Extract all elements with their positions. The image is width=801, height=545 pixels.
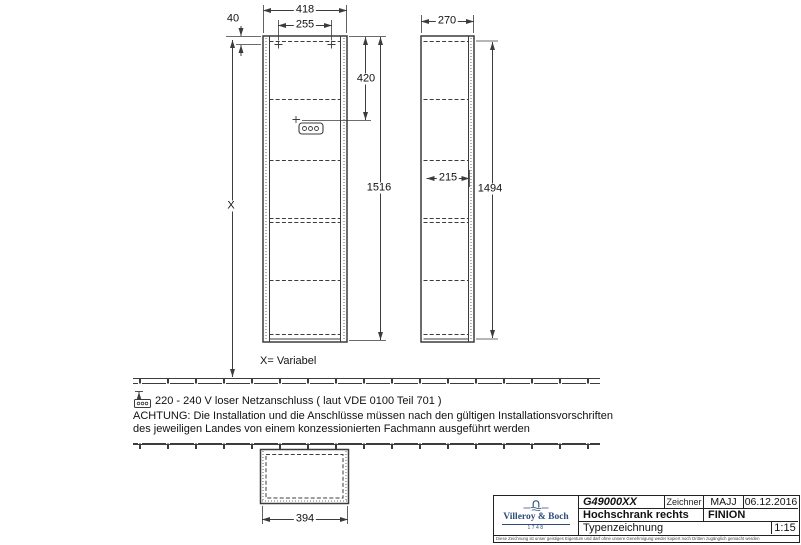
brand-year: 1748 [527,524,545,531]
product-name: Hochschrank rechts [579,509,703,522]
drawing-date: 06.12.2016 [744,496,798,508]
dim-label-fixing-width: 255 [295,18,315,31]
article-number: G49000XX [579,496,664,509]
side-shelf-lines [424,42,469,335]
title-block-disclaimer: Diese Zeichnung ist unser geistiges Eigentum und darf ohne unsere Genehmigung weder kopiert noch Dritten zugänglich gemacht werden [493,536,800,543]
drawer-initials: MAJJ [703,496,743,509]
dim-label-total-height: 1516 [366,181,392,194]
title-block [493,495,800,536]
side-view-cabinet [421,36,474,342]
series-name: FINION [703,509,798,522]
power-plug-icon [135,392,151,408]
plan-view-cabinet [261,450,349,504]
floor-hatch-line-upper [133,378,600,384]
villeroy-boch-crest-icon [523,499,549,513]
drawing-type: Typenzeichnung [583,522,664,534]
dim-label-front-width: 418 [295,3,315,16]
power-note: 220 - 240 V loser Netzanschluss ( laut VDE 0100 Teil 701 ) [155,395,442,407]
dim-label-inner-depth: 215 [438,171,458,184]
dim-label-socket-height: 420 [356,72,376,85]
dim-label-side-depth: 270 [437,14,457,27]
dim-label-inner-height: 1494 [477,182,503,195]
dim-label-variable: X [227,199,235,212]
warning-note-line1: ACHTUNG: Die Installation und die Anschlüsse müssen nach den gültigen Installationsvorschriften [133,410,613,422]
dimension-top-offset [226,26,261,56]
drawer-label: Zeichner [664,496,703,509]
brand-logo [494,496,579,535]
front-shelf-lines [270,42,341,335]
drawing-scale: 1:15 [771,522,798,534]
dim-label-plan-width: 394 [295,512,315,525]
front-view-cabinet [263,36,347,342]
variable-note: X= Variabel [260,355,317,367]
dim-label-top-offset: 40 [226,12,240,25]
warning-note-line2: des jeweiligen Landes von einem konzessionierten Fachmann ausgeführt werden [133,423,530,435]
floor-hatch-line-lower [133,443,600,449]
power-socket-icon [293,116,324,134]
brand-name: Villeroy & Boch [502,513,569,525]
